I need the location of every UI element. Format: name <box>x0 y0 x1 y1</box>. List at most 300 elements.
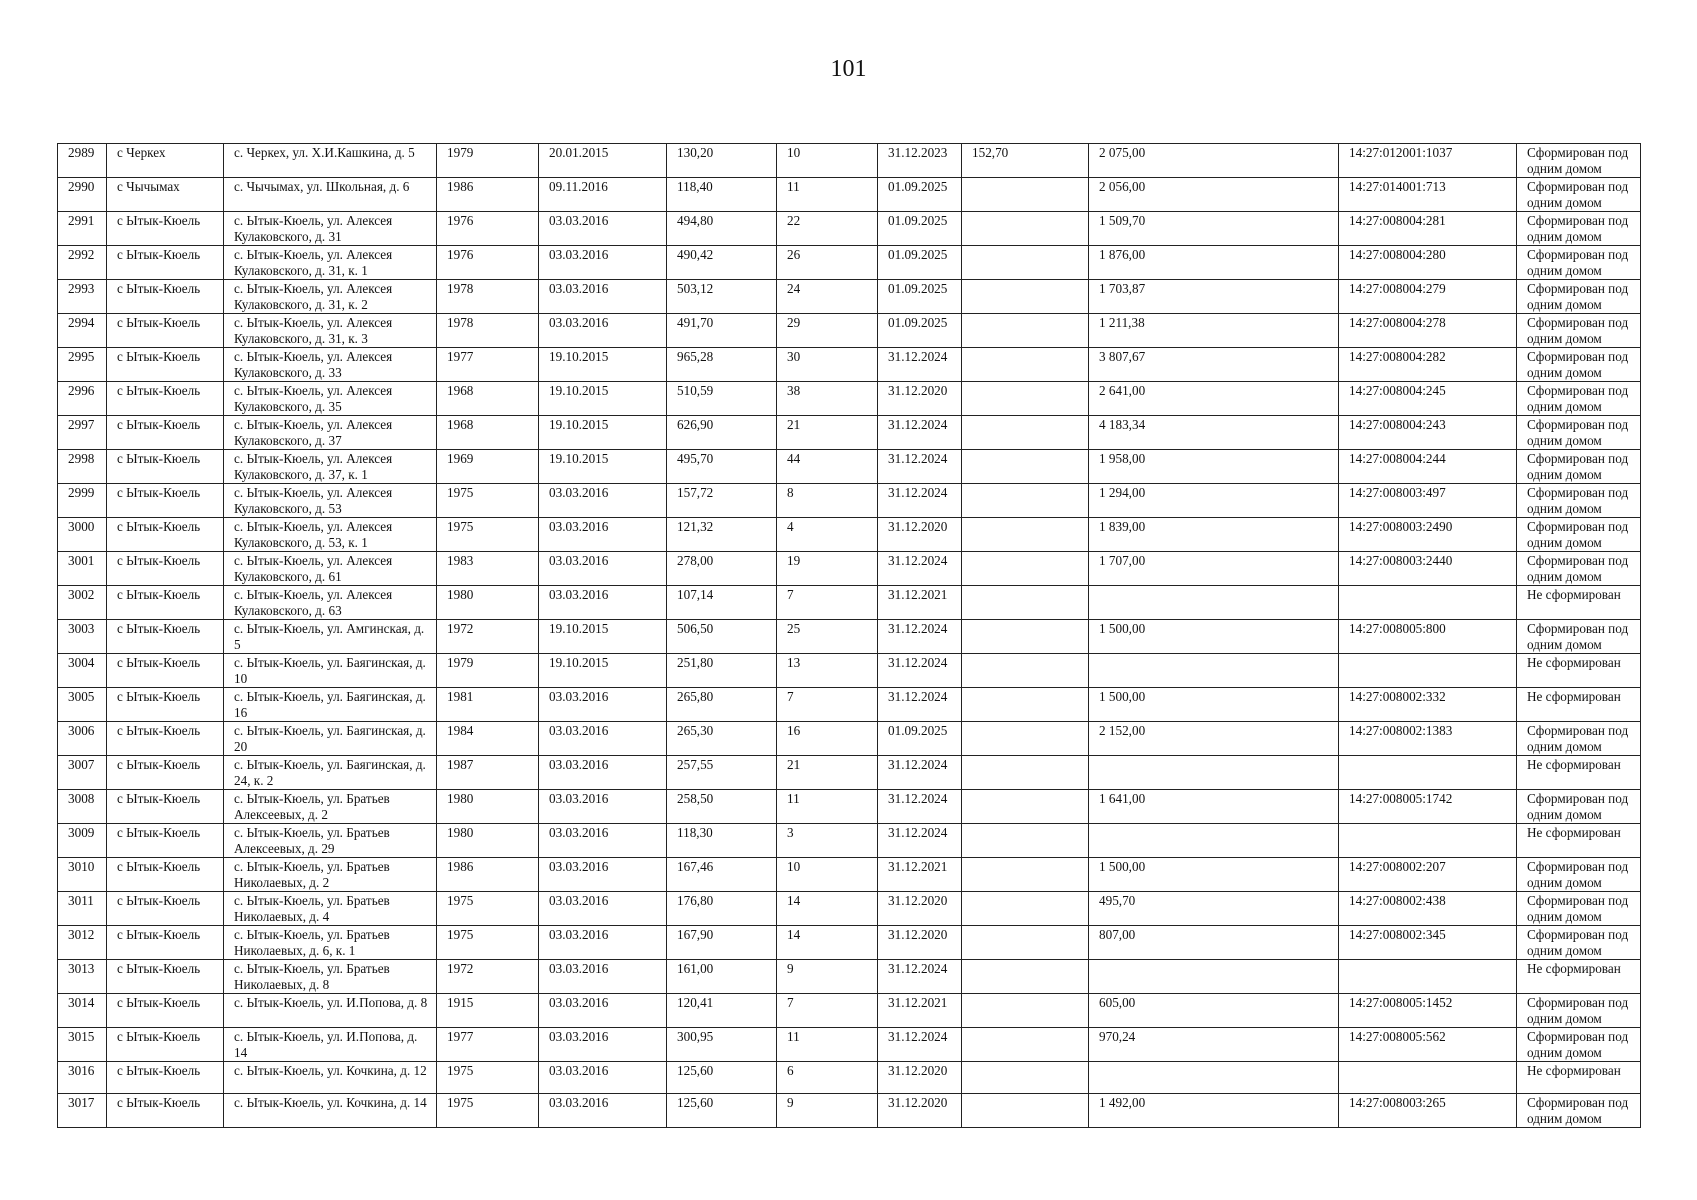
cell-residents: 14 <box>777 892 878 926</box>
cell-land-status: Не сформирован <box>1517 824 1641 858</box>
cell-row-number: 2990 <box>58 178 107 212</box>
cell-extra-area <box>962 688 1089 722</box>
cell-address: с. Ытык-Кюель, ул. И.Попова, д. 8 <box>224 994 437 1028</box>
cell-land-area: 1 641,00 <box>1089 790 1339 824</box>
cell-residents: 11 <box>777 790 878 824</box>
cell-address: с. Черкех, ул. Х.И.Кашкина, д. 5 <box>224 144 437 178</box>
cell-date: 19.10.2015 <box>539 654 667 688</box>
cell-extra-area <box>962 960 1089 994</box>
cell-land-status: Сформирован под одним домом <box>1517 892 1641 926</box>
cell-row-number: 3014 <box>58 994 107 1028</box>
cell-address: с. Ытык-Кюель, ул. Баягинская, д. 24, к. 2 <box>224 756 437 790</box>
cell-land-area: 1 876,00 <box>1089 246 1339 280</box>
cell-settlement: с Ытык-Кюель <box>107 756 224 790</box>
cell-extra-area <box>962 722 1089 756</box>
cell-address: с. Ытык-Кюель, ул. Братьев Николаевых, д. 8 <box>224 960 437 994</box>
cell-year-built: 1980 <box>437 790 539 824</box>
page-number: 101 <box>830 56 867 82</box>
table-row <box>58 416 1641 450</box>
cell-cadastral-number: 14:27:012001:1037 <box>1339 144 1517 178</box>
cell-land-status: Не сформирован <box>1517 586 1641 620</box>
cell-cadastral-number: 14:27:008002:438 <box>1339 892 1517 926</box>
cell-date: 03.03.2016 <box>539 790 667 824</box>
cell-address: с. Ытык-Кюель, ул. Алексея Кулаковского, д. 31 <box>224 212 437 246</box>
cell-land-status: Сформирован под одним домом <box>1517 382 1641 416</box>
cell-area: 491,70 <box>667 314 777 348</box>
cell-land-status: Сформирован под одним домом <box>1517 348 1641 382</box>
cell-area: 251,80 <box>667 654 777 688</box>
cell-cadastral-number: 14:27:014001:713 <box>1339 178 1517 212</box>
cell-deadline: 31.12.2020 <box>878 1094 962 1128</box>
table-row <box>58 824 1641 858</box>
cell-cadastral-number: 14:27:008004:278 <box>1339 314 1517 348</box>
cell-cadastral-number: 14:27:008004:279 <box>1339 280 1517 314</box>
cell-land-status: Сформирован под одним домом <box>1517 314 1641 348</box>
cell-land-area: 1 492,00 <box>1089 1094 1339 1128</box>
cell-land-area: 3 807,67 <box>1089 348 1339 382</box>
cell-row-number: 3005 <box>58 688 107 722</box>
cell-deadline: 31.12.2024 <box>878 1028 962 1062</box>
table-row <box>58 348 1641 382</box>
cell-address: с. Ытык-Кюель, ул. Братьев Николаевых, д. 2 <box>224 858 437 892</box>
cell-settlement: с Ытык-Кюель <box>107 654 224 688</box>
cell-settlement: с Ытык-Кюель <box>107 552 224 586</box>
cell-area: 265,30 <box>667 722 777 756</box>
cell-settlement: с Ытык-Кюель <box>107 586 224 620</box>
cell-residents: 13 <box>777 654 878 688</box>
cell-land-status: Сформирован под одним домом <box>1517 858 1641 892</box>
cell-cadastral-number: 14:27:008003:497 <box>1339 484 1517 518</box>
cell-date: 03.03.2016 <box>539 892 667 926</box>
cell-year-built: 1969 <box>437 450 539 484</box>
cell-land-area: 1 500,00 <box>1089 688 1339 722</box>
table-row <box>58 280 1641 314</box>
cell-year-built: 1976 <box>437 246 539 280</box>
cell-land-status: Сформирован под одним домом <box>1517 620 1641 654</box>
cell-settlement: с Ытык-Кюель <box>107 348 224 382</box>
cell-deadline: 31.12.2024 <box>878 552 962 586</box>
cell-extra-area <box>962 1062 1089 1094</box>
cell-deadline: 31.12.2021 <box>878 586 962 620</box>
cell-cadastral-number: 14:27:008004:245 <box>1339 382 1517 416</box>
cell-land-status: Сформирован под одним домом <box>1517 790 1641 824</box>
cell-cadastral-number <box>1339 824 1517 858</box>
cell-residents: 3 <box>777 824 878 858</box>
cell-row-number: 3012 <box>58 926 107 960</box>
cell-settlement: с Ытык-Кюель <box>107 280 224 314</box>
table-row <box>58 552 1641 586</box>
cell-address: с. Ытык-Кюель, ул. Братьев Алексеевых, д. 2 <box>224 790 437 824</box>
cell-residents: 9 <box>777 960 878 994</box>
cell-row-number: 3007 <box>58 756 107 790</box>
cell-residents: 29 <box>777 314 878 348</box>
table-row <box>58 994 1641 1028</box>
cell-address: с. Ытык-Кюель, ул. Баягинская, д. 10 <box>224 654 437 688</box>
cell-land-area: 2 152,00 <box>1089 722 1339 756</box>
cell-date: 03.03.2016 <box>539 518 667 552</box>
cell-residents: 11 <box>777 178 878 212</box>
cell-address: с. Ытык-Кюель, ул. Братьев Алексеевых, д. 29 <box>224 824 437 858</box>
cell-area: 503,12 <box>667 280 777 314</box>
cell-settlement: с Ытык-Кюель <box>107 620 224 654</box>
cell-settlement: с Ытык-Кюель <box>107 484 224 518</box>
cell-date: 19.10.2015 <box>539 416 667 450</box>
cell-cadastral-number: 14:27:008004:280 <box>1339 246 1517 280</box>
cell-address: с. Ытык-Кюель, ул. Амгинская, д. 5 <box>224 620 437 654</box>
cell-area: 167,46 <box>667 858 777 892</box>
cell-address: с. Ытык-Кюель, ул. Братьев Николаевых, д. 6, к. 1 <box>224 926 437 960</box>
cell-residents: 10 <box>777 858 878 892</box>
cell-year-built: 1980 <box>437 586 539 620</box>
cell-date: 03.03.2016 <box>539 960 667 994</box>
cell-residents: 8 <box>777 484 878 518</box>
cell-cadastral-number: 14:27:008002:345 <box>1339 926 1517 960</box>
cell-land-area: 2 641,00 <box>1089 382 1339 416</box>
cell-land-status: Сформирован под одним домом <box>1517 178 1641 212</box>
cell-deadline: 01.09.2025 <box>878 314 962 348</box>
cell-date: 03.03.2016 <box>539 994 667 1028</box>
cell-date: 03.03.2016 <box>539 280 667 314</box>
cell-date: 03.03.2016 <box>539 484 667 518</box>
cell-extra-area <box>962 1028 1089 1062</box>
cell-row-number: 2997 <box>58 416 107 450</box>
cell-extra-area <box>962 450 1089 484</box>
cell-date: 03.03.2016 <box>539 926 667 960</box>
cell-area: 495,70 <box>667 450 777 484</box>
cell-land-area: 1 707,00 <box>1089 552 1339 586</box>
cell-address: с. Ытык-Кюель, ул. Братьев Николаевых, д. 4 <box>224 892 437 926</box>
cell-date: 19.10.2015 <box>539 450 667 484</box>
cell-row-number: 2994 <box>58 314 107 348</box>
cell-cadastral-number: 14:27:008005:562 <box>1339 1028 1517 1062</box>
table-row <box>58 178 1641 212</box>
cell-row-number: 2998 <box>58 450 107 484</box>
cell-residents: 25 <box>777 620 878 654</box>
cell-row-number: 3003 <box>58 620 107 654</box>
table-row <box>58 654 1641 688</box>
cell-area: 107,14 <box>667 586 777 620</box>
cell-address: с. Чычымах, ул. Школьная, д. 6 <box>224 178 437 212</box>
cell-date: 03.03.2016 <box>539 212 667 246</box>
cell-land-area: 605,00 <box>1089 994 1339 1028</box>
cell-row-number: 3010 <box>58 858 107 892</box>
cell-deadline: 31.12.2024 <box>878 654 962 688</box>
cell-land-status: Сформирован под одним домом <box>1517 518 1641 552</box>
cell-cadastral-number: 14:27:008004:243 <box>1339 416 1517 450</box>
cell-settlement: с Ытык-Кюель <box>107 994 224 1028</box>
cell-deadline: 31.12.2023 <box>878 144 962 178</box>
cell-land-status: Сформирован под одним домом <box>1517 1094 1641 1128</box>
cell-settlement: с Ытык-Кюель <box>107 212 224 246</box>
cell-land-status: Сформирован под одним домом <box>1517 416 1641 450</box>
cell-residents: 22 <box>777 212 878 246</box>
cell-deadline: 01.09.2025 <box>878 212 962 246</box>
cell-deadline: 31.12.2024 <box>878 688 962 722</box>
cell-extra-area <box>962 484 1089 518</box>
cell-area: 176,80 <box>667 892 777 926</box>
cell-year-built: 1968 <box>437 416 539 450</box>
table-row <box>58 518 1641 552</box>
cell-address: с. Ытык-Кюель, ул. Алексея Кулаковского, д. 33 <box>224 348 437 382</box>
cell-date: 03.03.2016 <box>539 824 667 858</box>
cell-extra-area <box>962 314 1089 348</box>
cell-extra-area <box>962 382 1089 416</box>
cell-extra-area <box>962 348 1089 382</box>
cell-area: 506,50 <box>667 620 777 654</box>
cell-area: 257,55 <box>667 756 777 790</box>
cell-deadline: 31.12.2021 <box>878 994 962 1028</box>
cell-area: 494,80 <box>667 212 777 246</box>
table-row <box>58 246 1641 280</box>
cell-year-built: 1980 <box>437 824 539 858</box>
cell-area: 130,20 <box>667 144 777 178</box>
cell-deadline: 01.09.2025 <box>878 178 962 212</box>
cell-land-status: Сформирован под одним домом <box>1517 926 1641 960</box>
cell-date: 03.03.2016 <box>539 858 667 892</box>
table-row <box>58 1028 1641 1062</box>
cell-extra-area <box>962 518 1089 552</box>
cell-year-built: 1976 <box>437 212 539 246</box>
cell-residents: 19 <box>777 552 878 586</box>
cell-extra-area <box>962 586 1089 620</box>
cell-land-status: Не сформирован <box>1517 756 1641 790</box>
cell-deadline: 31.12.2024 <box>878 416 962 450</box>
cell-area: 510,59 <box>667 382 777 416</box>
cell-date: 03.03.2016 <box>539 688 667 722</box>
cell-extra-area <box>962 416 1089 450</box>
cell-extra-area <box>962 620 1089 654</box>
table-row <box>58 1094 1641 1128</box>
cell-area: 258,50 <box>667 790 777 824</box>
cell-residents: 4 <box>777 518 878 552</box>
cell-extra-area: 152,70 <box>962 144 1089 178</box>
cell-cadastral-number: 14:27:008005:800 <box>1339 620 1517 654</box>
table-row <box>58 722 1641 756</box>
cell-area: 118,30 <box>667 824 777 858</box>
table-row <box>58 484 1641 518</box>
cell-row-number: 3009 <box>58 824 107 858</box>
cell-land-area: 495,70 <box>1089 892 1339 926</box>
cell-land-status: Сформирован под одним домом <box>1517 246 1641 280</box>
cell-date: 03.03.2016 <box>539 756 667 790</box>
cell-address: с. Ытык-Кюель, ул. Алексея Кулаковского, д. 61 <box>224 552 437 586</box>
cell-settlement: с Ытык-Кюель <box>107 518 224 552</box>
table-row <box>58 790 1641 824</box>
cell-row-number: 2992 <box>58 246 107 280</box>
cell-residents: 7 <box>777 586 878 620</box>
cell-land-area: 807,00 <box>1089 926 1339 960</box>
cell-cadastral-number: 14:27:008004:281 <box>1339 212 1517 246</box>
cell-address: с. Ытык-Кюель, ул. И.Попова, д. 14 <box>224 1028 437 1062</box>
cell-area: 125,60 <box>667 1094 777 1128</box>
cell-land-area: 1 839,00 <box>1089 518 1339 552</box>
cell-extra-area <box>962 892 1089 926</box>
cell-residents: 14 <box>777 926 878 960</box>
cell-settlement: с Ытык-Кюель <box>107 382 224 416</box>
cell-land-status: Не сформирован <box>1517 960 1641 994</box>
cell-year-built: 1979 <box>437 654 539 688</box>
cell-year-built: 1983 <box>437 552 539 586</box>
cell-settlement: с Черкех <box>107 144 224 178</box>
cell-land-status: Сформирован под одним домом <box>1517 1028 1641 1062</box>
cell-year-built: 1975 <box>437 484 539 518</box>
cell-residents: 11 <box>777 1028 878 1062</box>
table-row <box>58 858 1641 892</box>
cell-area: 167,90 <box>667 926 777 960</box>
cell-residents: 21 <box>777 756 878 790</box>
cell-residents: 44 <box>777 450 878 484</box>
cell-settlement: с Ытык-Кюель <box>107 960 224 994</box>
table-row <box>58 1062 1641 1094</box>
cell-extra-area <box>962 212 1089 246</box>
cell-land-status: Не сформирован <box>1517 688 1641 722</box>
cell-area: 121,32 <box>667 518 777 552</box>
cell-deadline: 31.12.2020 <box>878 1062 962 1094</box>
cell-land-status: Сформирован под одним домом <box>1517 722 1641 756</box>
cell-residents: 24 <box>777 280 878 314</box>
table-row <box>58 586 1641 620</box>
table-row <box>58 382 1641 416</box>
cell-row-number: 3008 <box>58 790 107 824</box>
cell-settlement: с Ытык-Кюель <box>107 892 224 926</box>
table-row <box>58 314 1641 348</box>
cell-row-number: 3016 <box>58 1062 107 1094</box>
cell-area: 161,00 <box>667 960 777 994</box>
cell-address: с. Ытык-Кюель, ул. Алексея Кулаковского, д. 37 <box>224 416 437 450</box>
cell-deadline: 01.09.2025 <box>878 246 962 280</box>
cell-deadline: 31.12.2024 <box>878 484 962 518</box>
cell-cadastral-number: 14:27:008003:2440 <box>1339 552 1517 586</box>
table-row <box>58 926 1641 960</box>
cell-cadastral-number: 14:27:008002:207 <box>1339 858 1517 892</box>
cell-residents: 10 <box>777 144 878 178</box>
cell-land-area: 1 500,00 <box>1089 620 1339 654</box>
cell-address: с. Ытык-Кюель, ул. Алексея Кулаковского, д. 31, к. 3 <box>224 314 437 348</box>
cell-address: с. Ытык-Кюель, ул. Алексея Кулаковского, д. 63 <box>224 586 437 620</box>
cell-area: 125,60 <box>667 1062 777 1094</box>
cell-address: с. Ытык-Кюель, ул. Кочкина, д. 14 <box>224 1094 437 1128</box>
cell-year-built: 1975 <box>437 1062 539 1094</box>
cell-land-area: 1 500,00 <box>1089 858 1339 892</box>
cell-settlement: с Ытык-Кюель <box>107 824 224 858</box>
cell-date: 03.03.2016 <box>539 1062 667 1094</box>
cell-residents: 7 <box>777 688 878 722</box>
cell-settlement: с Ытык-Кюель <box>107 858 224 892</box>
cell-date: 03.03.2016 <box>539 1028 667 1062</box>
cell-cadastral-number <box>1339 586 1517 620</box>
cell-extra-area <box>962 1094 1089 1128</box>
cell-cadastral-number: 14:27:008003:2490 <box>1339 518 1517 552</box>
cell-extra-area <box>962 824 1089 858</box>
table-row <box>58 450 1641 484</box>
cell-land-area: 1 509,70 <box>1089 212 1339 246</box>
cell-year-built: 1979 <box>437 144 539 178</box>
cell-settlement: с Ытык-Кюель <box>107 926 224 960</box>
cell-deadline: 31.12.2024 <box>878 756 962 790</box>
cell-land-status: Сформирован под одним домом <box>1517 552 1641 586</box>
cell-extra-area <box>962 654 1089 688</box>
cell-row-number: 3011 <box>58 892 107 926</box>
cell-extra-area <box>962 280 1089 314</box>
cell-land-area: 1 211,38 <box>1089 314 1339 348</box>
cell-year-built: 1984 <box>437 722 539 756</box>
cell-row-number: 3001 <box>58 552 107 586</box>
cell-deadline: 31.12.2024 <box>878 348 962 382</box>
cell-area: 490,42 <box>667 246 777 280</box>
table-row <box>58 212 1641 246</box>
cell-land-status: Сформирован под одним домом <box>1517 144 1641 178</box>
cell-land-area <box>1089 756 1339 790</box>
cell-cadastral-number: 14:27:008004:282 <box>1339 348 1517 382</box>
cell-deadline: 31.12.2024 <box>878 450 962 484</box>
cell-land-area: 1 703,87 <box>1089 280 1339 314</box>
cell-row-number: 2999 <box>58 484 107 518</box>
housing-registry-table <box>57 143 1641 1128</box>
cell-address: с. Ытык-Кюель, ул. Алексея Кулаковского, д. 31, к. 2 <box>224 280 437 314</box>
cell-deadline: 31.12.2024 <box>878 824 962 858</box>
cell-deadline: 31.12.2024 <box>878 790 962 824</box>
cell-extra-area <box>962 178 1089 212</box>
cell-year-built: 1981 <box>437 688 539 722</box>
cell-land-area <box>1089 824 1339 858</box>
cell-cadastral-number <box>1339 960 1517 994</box>
cell-residents: 30 <box>777 348 878 382</box>
cell-land-area: 4 183,34 <box>1089 416 1339 450</box>
cell-land-status: Сформирован под одним домом <box>1517 484 1641 518</box>
cell-row-number: 2995 <box>58 348 107 382</box>
cell-row-number: 3004 <box>58 654 107 688</box>
cell-address: с. Ытык-Кюель, ул. Кочкина, д. 12 <box>224 1062 437 1094</box>
cell-land-status: Сформирован под одним домом <box>1517 212 1641 246</box>
cell-area: 626,90 <box>667 416 777 450</box>
cell-area: 157,72 <box>667 484 777 518</box>
cell-extra-area <box>962 790 1089 824</box>
cell-address: с. Ытык-Кюель, ул. Баягинская, д. 20 <box>224 722 437 756</box>
cell-row-number: 3015 <box>58 1028 107 1062</box>
cell-land-status: Не сформирован <box>1517 654 1641 688</box>
cell-date: 03.03.2016 <box>539 586 667 620</box>
cell-extra-area <box>962 858 1089 892</box>
cell-row-number: 2991 <box>58 212 107 246</box>
cell-date: 03.03.2016 <box>539 722 667 756</box>
cell-land-area <box>1089 960 1339 994</box>
cell-date: 19.10.2015 <box>539 620 667 654</box>
cell-land-area <box>1089 586 1339 620</box>
cell-cadastral-number <box>1339 756 1517 790</box>
table-row <box>58 144 1641 178</box>
cell-land-area <box>1089 654 1339 688</box>
cell-address: с. Ытык-Кюель, ул. Алексея Кулаковского, д. 37, к. 1 <box>224 450 437 484</box>
cell-land-status: Не сформирован <box>1517 1062 1641 1094</box>
cell-land-status: Сформирован под одним домом <box>1517 994 1641 1028</box>
cell-settlement: с Чычымах <box>107 178 224 212</box>
cell-date: 03.03.2016 <box>539 1094 667 1128</box>
cell-date: 03.03.2016 <box>539 552 667 586</box>
cell-area: 300,95 <box>667 1028 777 1062</box>
cell-year-built: 1987 <box>437 756 539 790</box>
cell-year-built: 1975 <box>437 1094 539 1128</box>
cell-cadastral-number: 14:27:008003:265 <box>1339 1094 1517 1128</box>
cell-settlement: с Ытык-Кюель <box>107 790 224 824</box>
cell-year-built: 1978 <box>437 280 539 314</box>
cell-date: 20.01.2015 <box>539 144 667 178</box>
cell-residents: 7 <box>777 994 878 1028</box>
cell-year-built: 1975 <box>437 518 539 552</box>
cell-year-built: 1986 <box>437 178 539 212</box>
cell-year-built: 1915 <box>437 994 539 1028</box>
cell-deadline: 31.12.2024 <box>878 960 962 994</box>
cell-residents: 16 <box>777 722 878 756</box>
